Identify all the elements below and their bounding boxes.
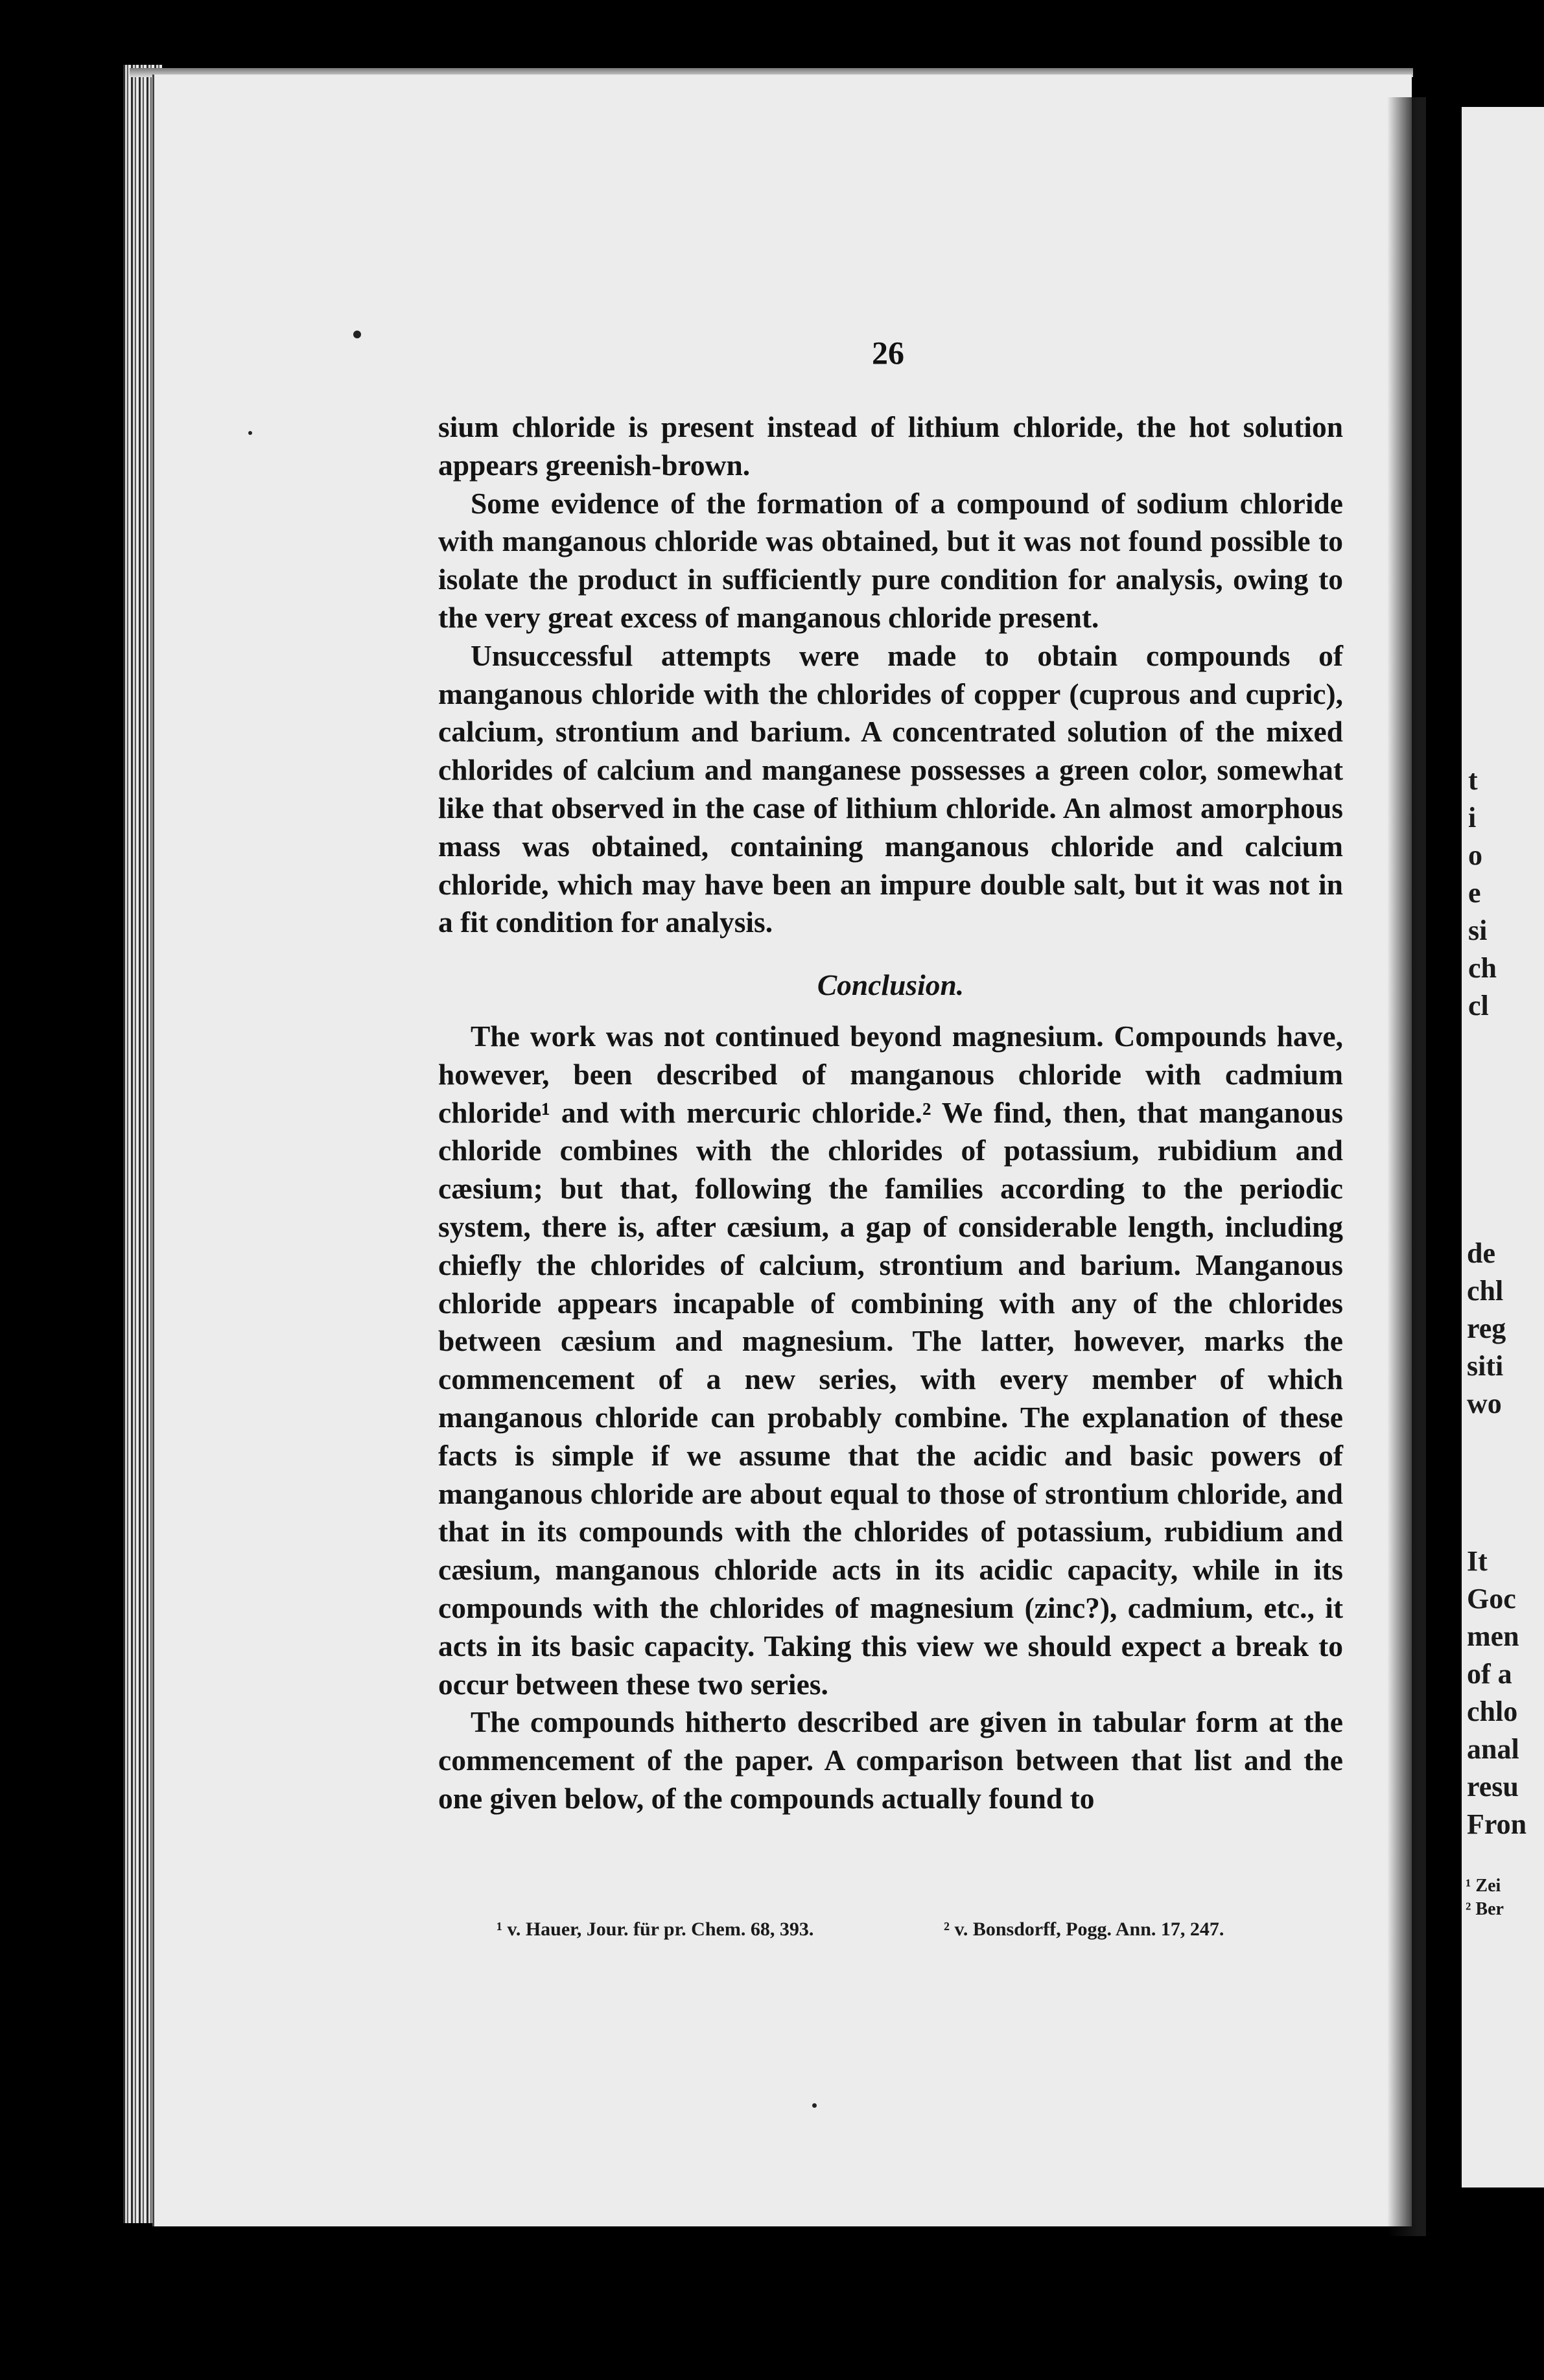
facing-page	[1462, 107, 1544, 2188]
dust-speck	[353, 331, 361, 338]
paragraph-unsuccessful-attempts: Unsuccessful attempts were made to obtain compounds of manganous chloride with the chlorides of copper (cuprous and cupric), calcium, strontium and barium. A concentrated solution of the mixed chlorides of calcium and manganese possesses a green color, somewhat like that observed in the case of lithium chloride. An almost amorphous mass was obtained, containing manganous chloride and calcium chloride, which may have been an impure double salt, but it was not in a fit condition for analysis.	[438, 638, 1343, 939]
facing-page-fragment-2: de chl reg siti wo	[1467, 1237, 1506, 1419]
paragraph-continuation: sium chloride is present instead of lithium chloride, the hot solution appears greenish-brown.	[438, 410, 1343, 482]
dust-speck	[812, 2103, 817, 2108]
paragraph-conclusion: The work was not continued beyond magnesium. Compounds have, however, been described of manganous chloride with cadmium chloride¹ and with mercuric chloride.² We find, then, that manganous chloride combines with the chlorides of potassium, rubidium and cæsium; but that, following the families according to the periodic system, there is, after cæsium, a gap of considerable length, including chiefly the chlorides of calcium, strontium and barium. Manganous chloride appears incapable of combining with any of the chlorides between cæsium and magnesium. The latter, however, marks the commencement of a new series, with every member of which manganous chloride can probably combine. The explanation of these facts is simple if we assume that the acidic and basic powers of manganous chloride are about equal to those of strontium chloride, and that in its compounds with the chlorides of potassium, rubidium and cæsium, manganous chloride acts in its acidic capacity, while in its compounds with the chlorides of magnesium (zinc?), cadmium, etc., it acts in its basic capacity. Taking this view we should expect a break to occur between these two series.	[438, 1019, 1343, 1701]
dust-speck	[248, 431, 252, 435]
section-heading-conclusion: Conclusion.	[817, 968, 965, 1002]
paragraph-comparison: The compounds hitherto described are given in tabular form at the commencement of the paper. A comparison between that list and the one given below, of the compounds actually found to	[438, 1705, 1343, 1815]
footnote-1: ¹ v. Hauer, Jour. für pr. Chem. 68, 393.	[497, 1919, 814, 1940]
facing-page-fragment-1: t i o e si ch cl	[1468, 764, 1497, 1021]
paragraph-sodium-chloride: Some evidence of the formation of a compound of sodium chloride with manganous chloride was obtained, but it was not found possible to isolate the product in sufficiently pure condition for analysis, owing to the very great excess of manganous chloride present.	[438, 486, 1343, 634]
footnote-2: ² v. Bonsdorff, Pogg. Ann. 17, 247.	[944, 1919, 1224, 1940]
gutter-shadow	[1387, 97, 1426, 2236]
page-number: 26	[872, 334, 904, 371]
facing-page-footnote-fragments: ¹ Zei ² Ber	[1466, 1876, 1504, 1919]
page-body	[438, 408, 1343, 1818]
facing-page-fragment-3: It Goc men of a chlo anal resu Fron	[1467, 1545, 1527, 1840]
